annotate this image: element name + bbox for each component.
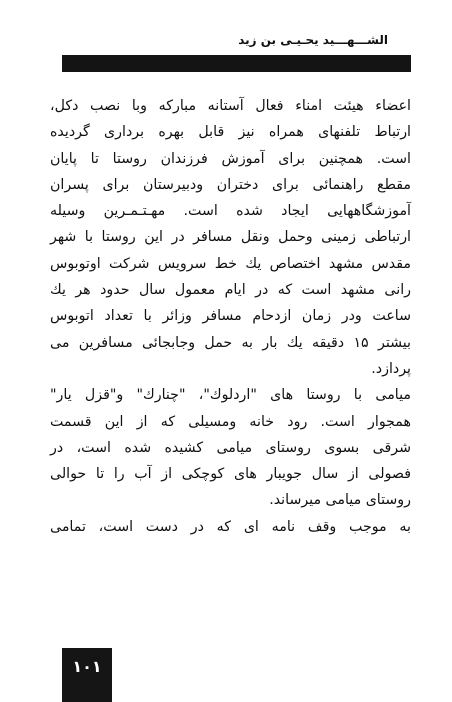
text-line: میامی با روستا های "اردلوك"، "چنارك" و"قزل یار" (50, 387, 411, 404)
text-line: ارتباط تلفنهای همراه نیز قابل بهره برداری گردیده (50, 124, 411, 141)
text-line: اعضاء هیئت امناء فعال آستانه مبارکه وبا نصب دکل، (50, 98, 411, 114)
text-line: ارتباطی زمینی وحمل ونقل مسافر در این روستا با شهر (50, 229, 411, 246)
running-header-title: الشـــهـــيد يحـيـى بن زيد (238, 33, 388, 47)
text-line: فصولی از سال جویبار های کوچکی از آب را تا حوالی (50, 466, 411, 483)
text-line: ساعت ودر زمان ازدحام مسافر وزائر با تعداد اتوبوس (50, 308, 411, 325)
text-line: شرقی بسوی روستای میامی کشیده شده است، در (50, 439, 411, 456)
text-line: آموزشگاههایی ایجاد شده است. مهـتـمـرین وسیله (50, 203, 411, 220)
text-line: مقدس مشهد اختصاص یك خط سرویس شرکت اوتوبوس (50, 255, 411, 272)
body-text (50, 93, 411, 540)
text-line: روستای میامی میرساند. (269, 492, 411, 509)
text-line: بیشتر ۱۵ دقیقه یك بار به حمل وجابجائی مسافرین می (50, 334, 411, 351)
text-line: است. همچنین برای آموزش فرزندان روستا تا پایان (50, 150, 411, 167)
text-line: همجوار است. رود خانه ومسیلی که از این قسمت (50, 413, 411, 430)
text-line: به موجب وقف نامه ای که در دست است، تمامی (50, 518, 411, 535)
text-line: رانی مشهد است که در ایام معمول سال حدود هر یك (50, 282, 411, 299)
text-line: مقطع راهنمائی برای دختران ودبیرستان برای پسران (50, 176, 411, 193)
page-number: ١٠١ (62, 648, 112, 702)
header-rule (62, 55, 411, 72)
text-line: پردازد. (371, 360, 411, 377)
